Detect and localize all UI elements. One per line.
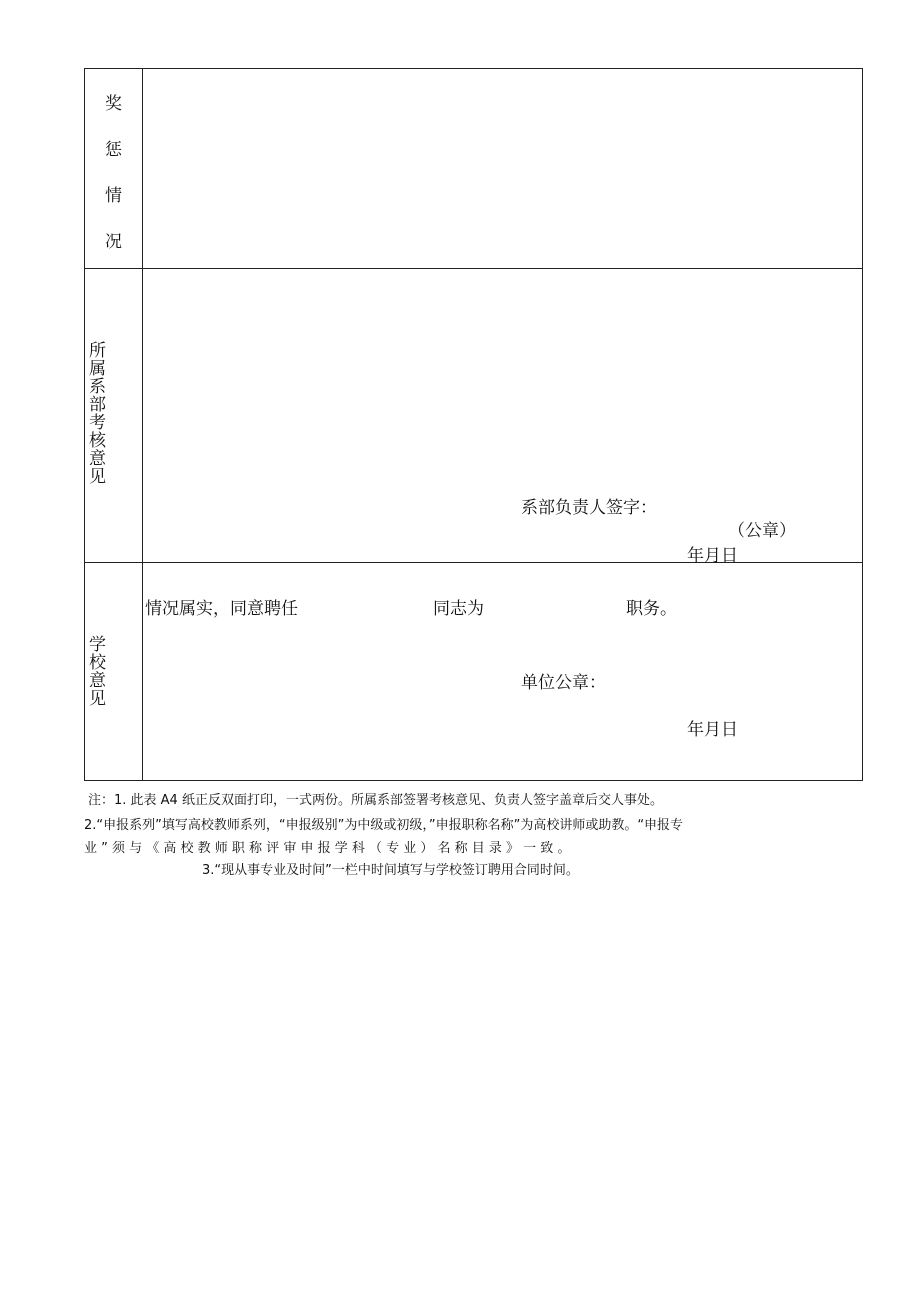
dept-seal-label: （公章）: [728, 521, 796, 541]
school-review-label-cell: [85, 563, 143, 780]
dept-signature-label: 系部负责人签字：: [521, 498, 657, 518]
rewards-label-cell: [85, 69, 143, 268]
application-form-table: [84, 68, 863, 781]
rewards-label: 奖惩情况: [105, 94, 122, 252]
school-date-label: 年月日: [687, 720, 738, 740]
school-statement-part3: 职务。: [626, 599, 677, 619]
school-review-row: [85, 563, 862, 780]
school-statement-part1: 情况属实，同意聘任: [145, 599, 298, 619]
school-review-label: 学校意见: [89, 635, 106, 709]
school-seal-label: 单位公章：: [521, 673, 606, 693]
school-statement-part2: 同志为: [433, 599, 484, 619]
dept-review-label-cell: [85, 269, 143, 562]
dept-review-label: 所属系部考核意见: [89, 341, 106, 487]
note-line-3: 业 ” 须 与 《 高 校 教 师 职 称 评 审 申 报 学 科 （ 专 业 ） 名 称 目 录 》 一 致 。: [84, 841, 571, 856]
note-line-4: 3.“现从事专业及时间”一栏中时间填写与学校签订聘用合同时间。: [202, 863, 579, 878]
dept-review-row: [85, 269, 862, 566]
rewards-row: [85, 69, 862, 269]
note-line-1: 注：1. 此表 A4 纸正反双面打印，一式两份。所属系部签署考核意见、负责人签字盖章后交人事处。: [88, 793, 663, 808]
dept-date-label: 年月日: [687, 546, 738, 566]
note-line-2: 2.“申报系列”填写高校教师系列，“申报级别”为中级或初级，”申报职称名称”为高校讲师或助教。“申报专: [84, 818, 684, 833]
